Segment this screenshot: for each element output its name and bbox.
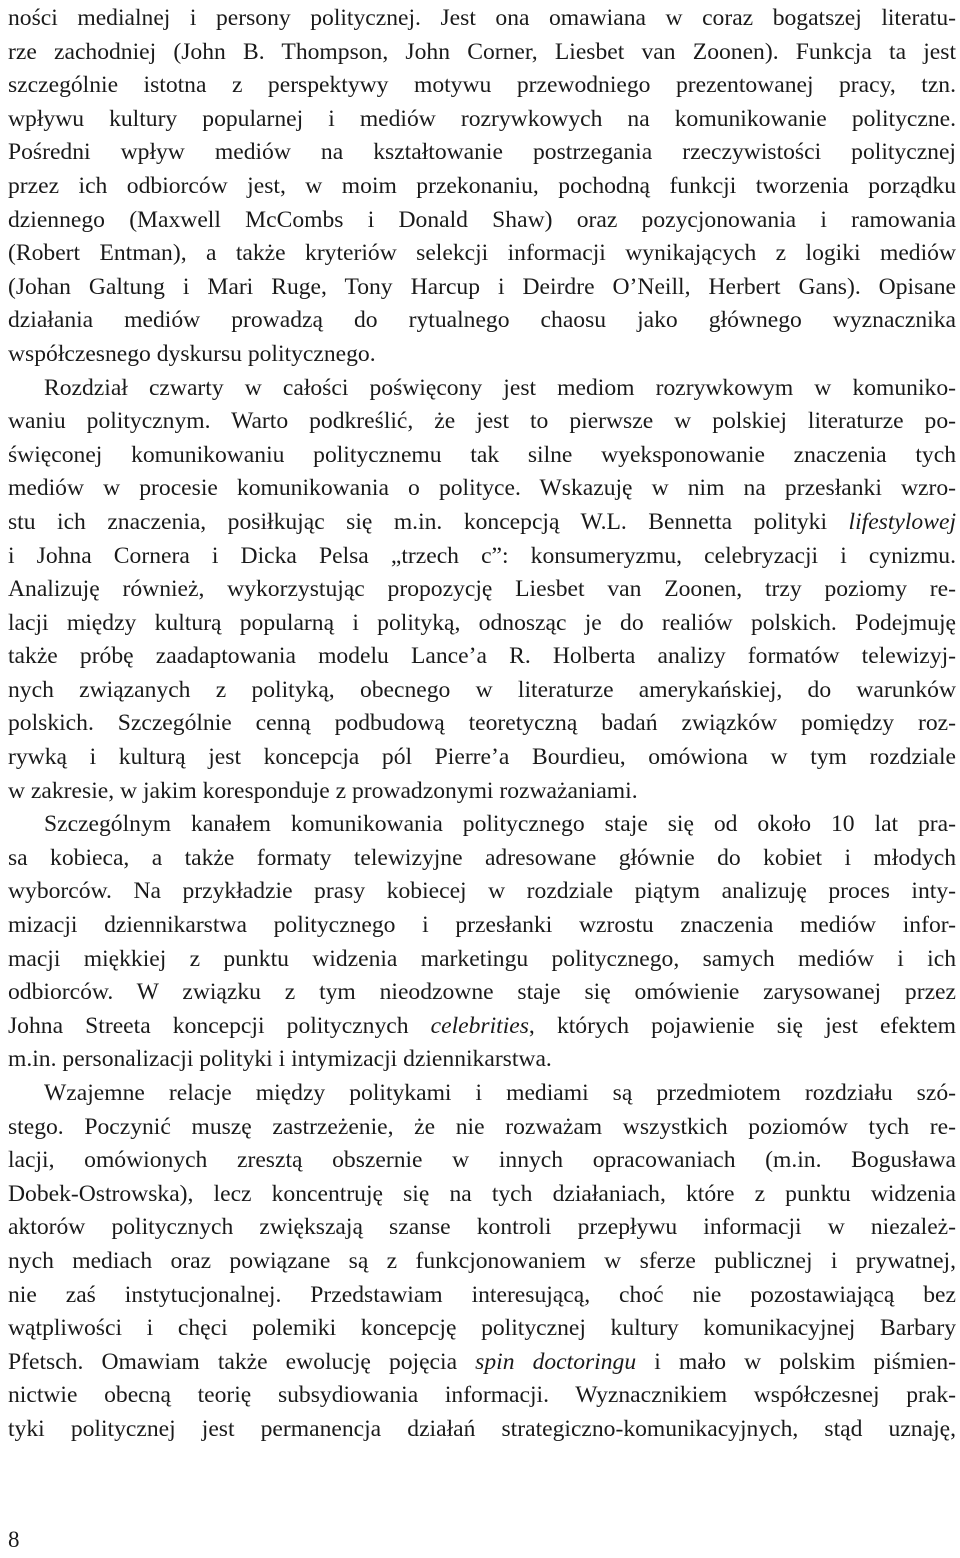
text-segment: Rozdział czwarty w całości poświęcony jest mediom rozrywkowym w komuniko-	[44, 374, 956, 401]
italic-term: celebrities	[430, 1012, 529, 1039]
text-segment: stu ich znaczenia, posiłkując się m.in. koncepcją W.L. Bennetta polityki	[8, 508, 849, 535]
text-line	[8, 136, 956, 170]
text-segment: działania mediów prowadzą do rytualnego chaosu jako głównego wyznacznika	[8, 307, 956, 334]
text-line	[8, 472, 956, 506]
text-segment: lacji między kulturą popularną i polityką, odnosząc je do realiów polskich. Podejmuję	[8, 609, 956, 636]
text-line	[8, 271, 956, 305]
text-segment: (Robert Entman), a także kryteriów selekcji informacji wynikających z logiki mediów	[8, 240, 956, 267]
text-line	[8, 170, 956, 204]
text-line	[8, 1346, 956, 1380]
text-line	[8, 808, 956, 842]
text-segment: wpływu kultury popularnej i mediów rozrywkowych na komunikowanie polityczne.	[8, 105, 956, 132]
text-segment: Johna Streeta koncepcji politycznych	[8, 1012, 431, 1039]
text-segment: sa kobieca, a także formaty telewizyjne adresowane głównie do kobiet i młodych	[8, 844, 956, 871]
text-segment: Szczególnym kanałem komunikowania politycznego staje się od około 10 lat pra-	[44, 811, 956, 838]
text-line	[8, 573, 956, 607]
text-line	[8, 2, 956, 36]
text-segment: Dobek-Ostrowska), lecz koncentruję się na tych działaniach, które z punktu widzenia	[8, 1180, 956, 1207]
text-segment: , których pojawienie się jest efektem	[528, 1012, 956, 1039]
text-segment: m.in. personalizacji polityki i intymizacji dziennikarstwa.	[8, 1046, 552, 1073]
text-line	[8, 439, 956, 473]
text-segment: stego. Poczynić muszę zastrzeżenie, że nie rozważam wszystkich poziomów tych re-	[8, 1113, 956, 1140]
body-text	[8, 2, 956, 1447]
text-segment: wyborców. Na przykładzie prasy kobiecej w rozdziale piątym analizuję proces inty-	[8, 878, 956, 905]
text-line	[8, 943, 956, 977]
text-segment: polskich. Szczególnie cenną podbudową teoretyczną badań związków pomiędzy roz-	[8, 710, 956, 737]
text-segment: Pośredni wpływ mediów na kształtowanie postrzegania rzeczywistości politycznej	[8, 139, 956, 166]
text-line	[8, 204, 956, 238]
text-line	[8, 640, 956, 674]
text-line	[8, 304, 956, 338]
text-line	[8, 103, 956, 137]
text-segment: przez ich odbiorców jest, w moim przekonaniu, pochodną funkcji tworzenia porządku	[8, 172, 956, 199]
page-body	[8, 2, 956, 1447]
text-line	[8, 909, 956, 943]
text-line	[8, 540, 956, 574]
text-line	[8, 338, 956, 372]
text-line	[8, 842, 956, 876]
text-line	[8, 372, 956, 406]
text-line	[8, 976, 956, 1010]
text-line	[8, 775, 956, 809]
text-line	[8, 1379, 956, 1413]
text-line	[8, 1245, 956, 1279]
text-segment: nie zaś instytucjonalnej. Przedstawiam interesującą, choć nie pozostawiającą bez	[8, 1281, 956, 1308]
text-line	[8, 237, 956, 271]
italic-term: lifestylowej	[848, 508, 956, 535]
text-segment: także próbę zaadaptowania modelu Lance’a R. Holberta analizy formatów telewizyj-	[8, 643, 956, 670]
text-segment: aktorów politycznych zwiększają szanse kontroli przepływu informacji w niezależ-	[8, 1214, 956, 1241]
text-line	[8, 707, 956, 741]
text-line	[8, 1211, 956, 1245]
text-line	[8, 1178, 956, 1212]
text-line	[8, 1111, 956, 1145]
text-line	[8, 674, 956, 708]
text-segment: tyki politycznej jest permanencja działań strategiczno-komunikacyjnych, stąd uznaję,	[8, 1415, 956, 1442]
text-segment: macji miękkiej z punktu widzenia marketingu politycznego, samych mediów i ich	[8, 945, 956, 972]
text-line	[8, 405, 956, 439]
text-line	[8, 1010, 956, 1044]
text-segment: i mało w polskim piśmien-	[636, 1348, 956, 1375]
text-segment: waniu politycznym. Warto podkreślić, że jest to pierwsze w polskiej literaturze po-	[8, 408, 956, 435]
text-segment: Wzajemne relacje między politykami i mediami są przedmiotem rozdziału szó-	[44, 1080, 956, 1106]
text-line	[8, 1144, 956, 1178]
text-segment: ności medialnej i persony politycznej. Jest ona omawiana w coraz bogatszej literatu-	[8, 5, 956, 31]
text-segment: w zakresie, w jakim koresponduje z prowadzonymi rozważaniami.	[8, 777, 638, 804]
text-segment: Analizuję również, wykorzystując propozycję Liesbet van Zoonen, trzy poziomy re-	[8, 576, 956, 603]
text-segment: i Johna Cornera i Dicka Pelsa „trzech c”: konsumeryzmu, celebryzacji i cynizmu.	[8, 542, 956, 569]
text-segment: dziennego (Maxwell McCombs i Donald Shaw) oraz pozycjonowania i ramowania	[8, 206, 956, 233]
text-segment: lacji, omówionych zresztą obszernie w innych opracowaniach (m.in. Bogusława	[8, 1147, 956, 1174]
text-segment: odbiorców. W związku z tym nieodzowne staje się omówienie zarysowanej przez	[8, 979, 956, 1006]
text-segment: nych mediach oraz powiązane są z funkcjonowaniem w sferze publicznej i prywatnej,	[8, 1247, 956, 1274]
text-line	[8, 69, 956, 103]
text-line	[8, 1312, 956, 1346]
text-line	[8, 607, 956, 641]
text-segment: nych związanych z polityką, obecnego w literaturze amerykańskiej, do warunków	[8, 676, 956, 703]
text-segment: rze zachodniej (John B. Thompson, John Corner, Liesbet van Zoonen). Funkcja ta jest	[8, 38, 956, 65]
text-line	[8, 1043, 956, 1077]
italic-term: spin doctoringu	[475, 1348, 637, 1375]
text-line	[8, 741, 956, 775]
text-segment: rywką i kulturą jest koncepcja pól Pierre’a Bourdieu, omówiona w tym rozdziale	[8, 744, 956, 771]
text-segment: współczesnego dyskursu politycznego.	[8, 340, 376, 367]
text-line	[8, 1413, 956, 1447]
text-segment: (Johan Galtung i Mari Ruge, Tony Harcup i Deirdre O’Neill, Herbert Gans). Opisane	[8, 273, 956, 300]
page-number: 8	[8, 1527, 20, 1552]
text-line	[8, 506, 956, 540]
text-segment: wątpliwości i chęci polemiki koncepcję politycznej kultury komunikacyjnej Barbary	[8, 1315, 956, 1342]
text-segment: święconej komunikowaniu politycznemu tak silne wyeksponowanie znaczenia tych	[8, 441, 956, 468]
text-line	[8, 1279, 956, 1313]
text-segment: szczególnie istotna z perspektywy motywu przewodniego prezentowanej pracy, tzn.	[8, 72, 956, 99]
text-segment: nictwie obecną teorię subsydiowania informacji. Wyznacznikiem współczesnej prak-	[8, 1382, 956, 1409]
text-line	[8, 1077, 956, 1111]
text-line	[8, 875, 956, 909]
text-segment: mediów w procesie komunikowania o polityce. Wskazuję w nim na przesłanki wzro-	[8, 475, 956, 502]
text-line	[8, 36, 956, 70]
text-segment: mizacji dziennikarstwa politycznego i przesłanki wzrostu znaczenia mediów infor-	[8, 912, 956, 939]
text-segment: Pfetsch. Omawiam także ewolucję pojęcia	[8, 1348, 476, 1375]
